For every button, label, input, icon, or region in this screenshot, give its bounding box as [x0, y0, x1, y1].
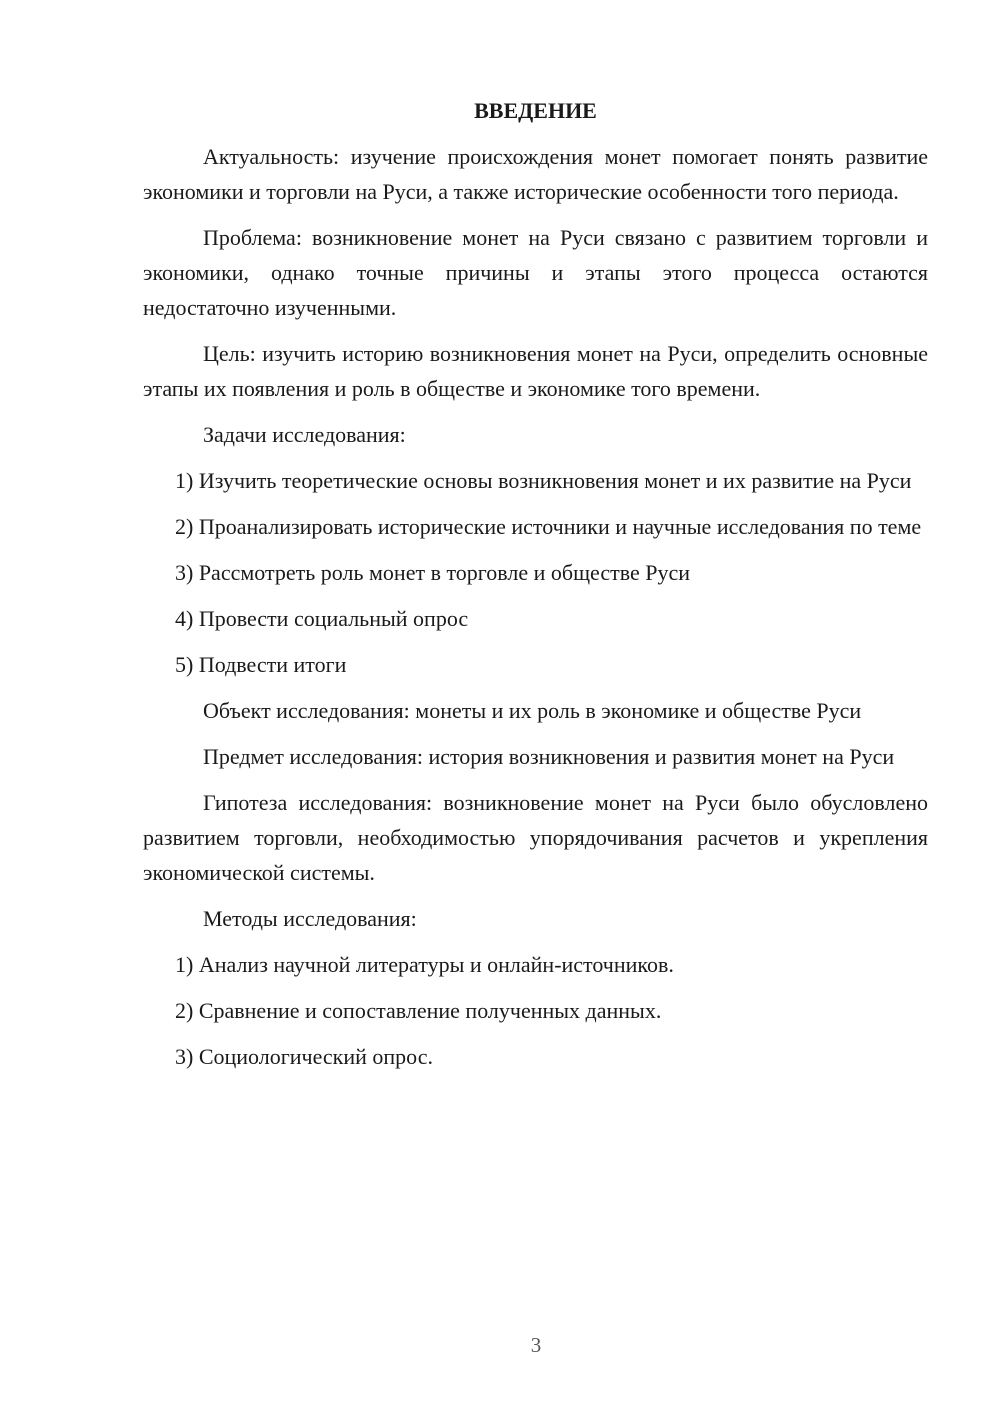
hypothesis-paragraph: Гипотеза исследования: возникновение монет на Руси было обусловлено развитием торговли, необходимостью упорядочивания расчетов и укрепления экономической системы.: [143, 790, 928, 885]
problem-paragraph: Проблема: возникновение монет на Руси связано с развитием торговли и экономики, однако точные причины и этапы этого процесса остаются недостаточно изученными.: [143, 225, 928, 320]
task-item-3: 3) Рассмотреть роль монет в торговле и обществе Руси: [175, 560, 691, 585]
section-title: ВВЕДЕНИЕ: [474, 98, 597, 123]
method-item-1: 1) Анализ научной литературы и онлайн-источников.: [175, 952, 674, 977]
task-item-2: 2) Проанализировать исторические источники и научные исследования по теме: [175, 514, 922, 539]
method-item-3: 3) Социологический опрос.: [175, 1044, 433, 1069]
methods-heading: Методы исследования:: [203, 906, 417, 931]
task-item-5: 5) Подвести итоги: [175, 652, 347, 677]
object-paragraph: Объект исследования: монеты и их роль в экономике и обществе Руси: [203, 698, 862, 723]
method-item-2: 2) Сравнение и сопоставление полученных данных.: [175, 998, 662, 1023]
task-item-4: 4) Провести социальный опрос: [175, 606, 469, 631]
task-item-1: 1) Изучить теоретические основы возникновения монет и их развитие на Руси: [175, 468, 912, 493]
tasks-heading: Задачи исследования:: [203, 422, 406, 447]
page-number: 3: [530, 1333, 542, 1357]
relevance-paragraph: Актуальность: изучение происхождения монет помогает понять развитие экономики и торговли на Руси, а также исторические особенности того периода.: [143, 144, 928, 204]
subject-paragraph: Предмет исследования: история возникновения и развития монет на Руси: [203, 744, 895, 769]
page-content: [143, 93, 928, 1085]
goal-paragraph: Цель: изучить историю возникновения монет на Руси, определить основные этапы их появления и роль в обществе и экономике того времени.: [143, 341, 928, 401]
